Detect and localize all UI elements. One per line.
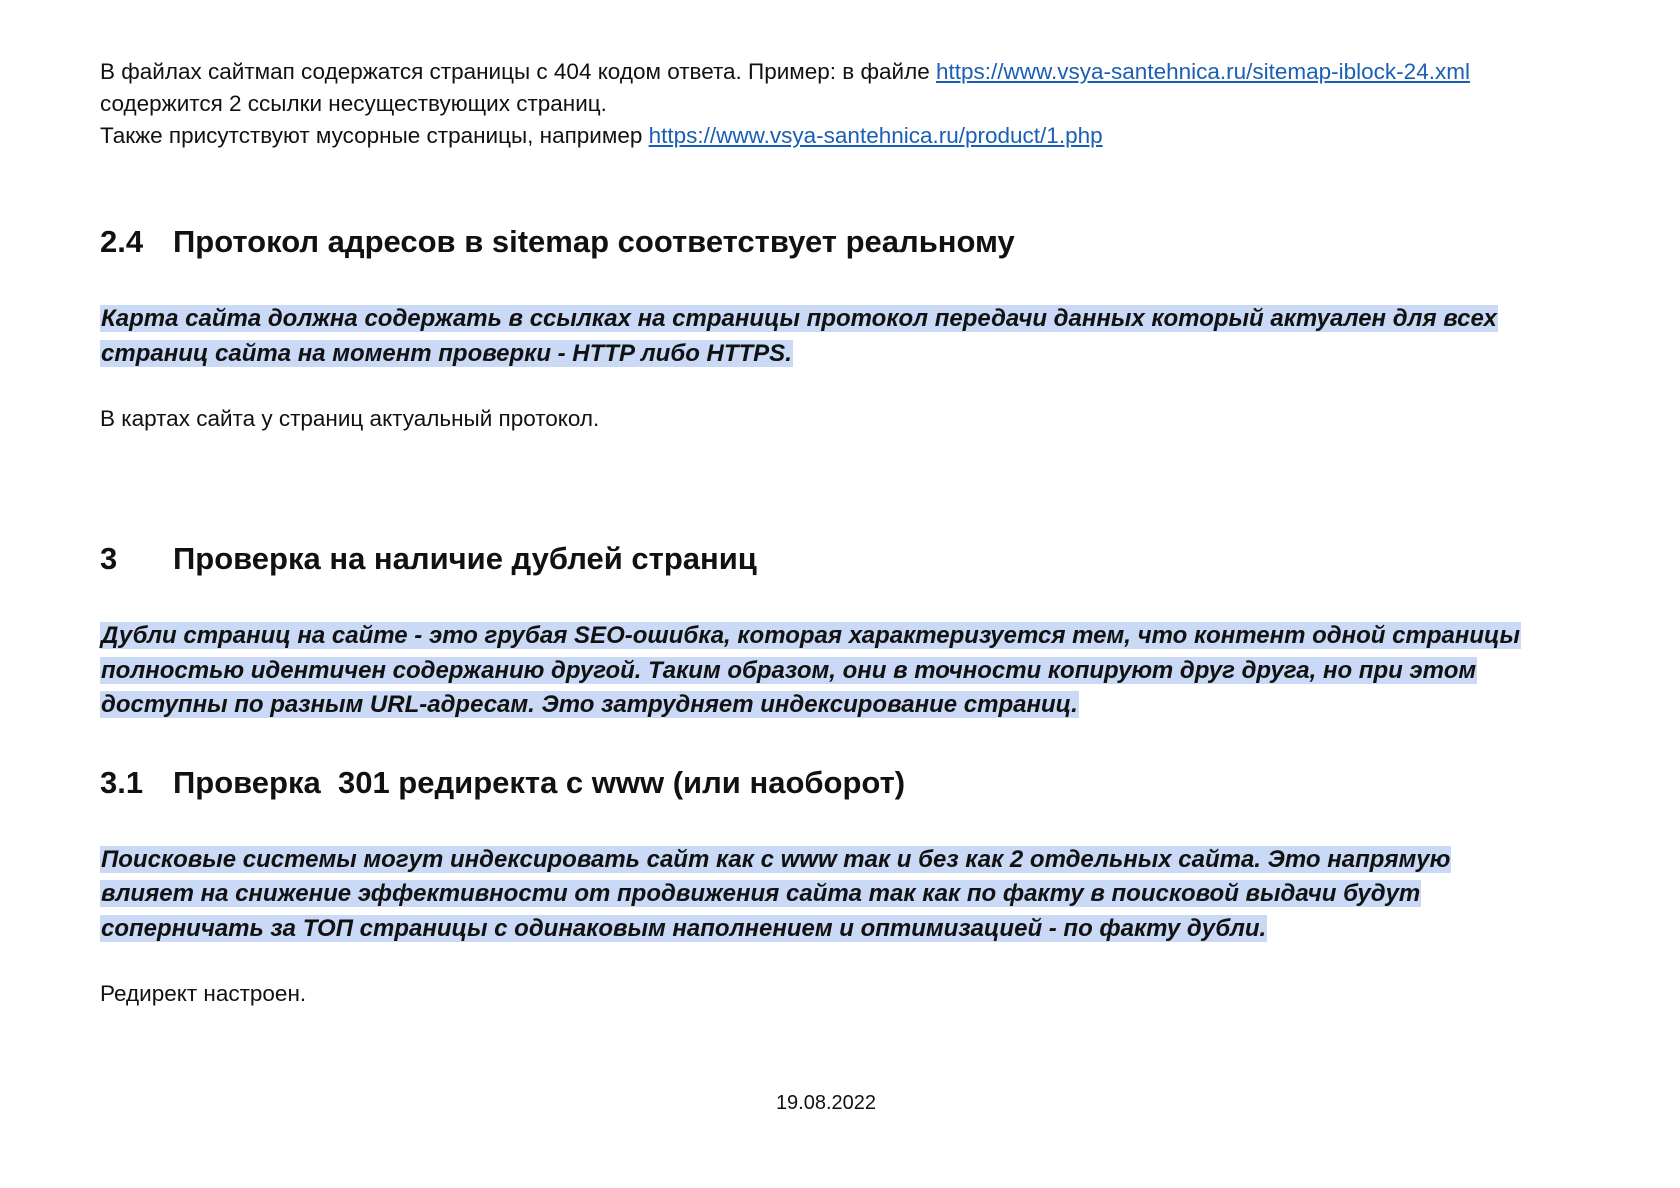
section-2-4-lead bbox=[100, 302, 1520, 371]
intro-text-3: Также присутствуют мусорные страницы, например bbox=[100, 123, 649, 148]
section-2-4-heading bbox=[100, 224, 1520, 260]
section-3-lead bbox=[100, 619, 1520, 723]
section-3-1-body: Редирект настроен. bbox=[100, 981, 307, 1006]
section-3-heading bbox=[100, 541, 1520, 577]
section-number: 3 bbox=[100, 541, 118, 576]
intro-text-1: В файлах сайтмап содержатся страницы с 404 кодом ответа. Пример: в файле bbox=[100, 59, 936, 84]
section-number: 2.4 bbox=[100, 224, 144, 259]
section-2-4-body: В картах сайта у страниц актуальный протокол. bbox=[100, 406, 600, 431]
footer-date: 19.08.2022 bbox=[775, 1092, 877, 1114]
highlighted-text: Карта сайта должна содержать в ссылках на страницы протокол передачи данных который актуален для всех страниц сайта на момент проверки - HTTP либо HTTPS. bbox=[101, 305, 1497, 367]
intro-text-2: содержится 2 ссылки несуществующих страниц. bbox=[100, 91, 607, 116]
intro-paragraph bbox=[100, 56, 1520, 152]
section-title: Проверка на наличие дублей страниц bbox=[173, 541, 757, 576]
section-3-1-heading bbox=[100, 765, 1520, 801]
section-title: Проверка 301 редиректа с www (или наоборот) bbox=[173, 764, 906, 800]
junk-page-link[interactable]: https://www.vsya-santehnica.ru/product/1.php bbox=[648, 123, 1103, 148]
highlighted-text: Дубли страниц на сайте - это грубая SEO-ошибка, которая характеризуется тем, что контент одной страницы полностью идентичен содержанию другой. Таким образом, они в точности копируют друг друга, но при этом доступны по разным URL-адресам. Это затрудняет индексирование страниц. bbox=[101, 622, 1520, 718]
section-number: 3.1 bbox=[100, 764, 144, 800]
highlighted-text: Поисковые системы могут индексировать сайт как с www так и без как 2 отдельных сайта. Это напрямую влияет на снижение эффективности от продвижения сайта так как по факту в поисковой выдачи будут соперничать за ТОП страницы с одинаковым наполнением и оптимизацией - по факту дубли. bbox=[101, 845, 1451, 942]
sitemap-link[interactable]: https://www.vsya-santehnica.ru/sitemap-iblock-24.xml bbox=[936, 59, 1470, 84]
section-3-1-lead bbox=[100, 843, 1510, 947]
section-title: Протокол адресов в sitemap соответствует реальному bbox=[173, 224, 1015, 259]
document-page bbox=[100, 56, 1520, 1010]
